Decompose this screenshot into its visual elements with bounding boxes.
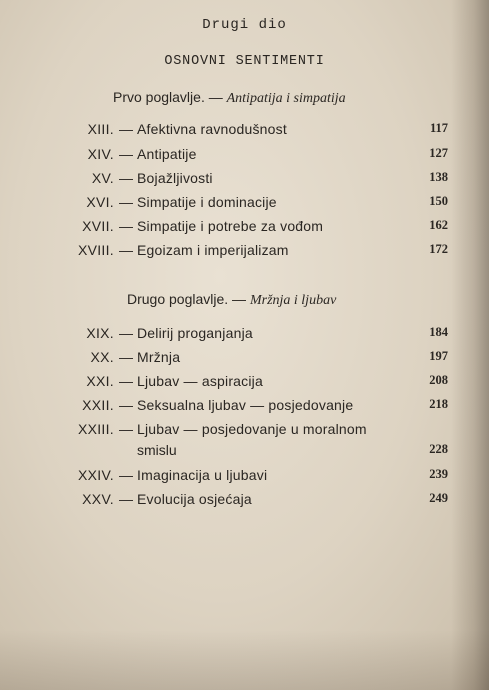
chapter-prefix: Prvo poglavlje. — [113, 89, 223, 105]
entry-number: XV. [91, 170, 114, 186]
entry-title: Egoizam i imperijalizam [137, 242, 289, 258]
entry-dash: — [119, 325, 133, 341]
chapter-prefix: Drugo poglavlje. — [127, 291, 247, 307]
entry-page: 197 [429, 349, 448, 363]
entry-page: 184 [429, 325, 448, 339]
entry-dash: — [119, 349, 133, 365]
entry-dash: — [119, 373, 133, 389]
entry-dash: — [119, 121, 133, 137]
entry-number: XIII. [87, 121, 114, 137]
entry-dash: — [119, 467, 133, 483]
toc-entry [0, 121, 489, 143]
toc-entry [0, 467, 489, 489]
entry-number: XIX. [86, 325, 114, 341]
entry-page: 150 [429, 194, 448, 208]
entry-page: 218 [429, 397, 448, 411]
toc-entry [0, 218, 489, 240]
entry-number: XXV. [82, 491, 114, 507]
entry-dash: — [119, 421, 133, 437]
entry-page: 239 [429, 467, 448, 481]
entry-dash: — [119, 218, 133, 234]
entry-page: 138 [429, 170, 448, 184]
page-bottom-shadow [0, 630, 489, 690]
entry-title: Simpatije i potrebe za vođom [137, 218, 324, 234]
toc-entry [0, 373, 489, 395]
entry-number: XVII. [82, 218, 114, 234]
entry-page: 127 [429, 146, 448, 160]
entry-title: Ljubav — posjedovanje u moralnom [137, 421, 367, 437]
toc-entry [0, 349, 489, 371]
part-title: Drugi dio [202, 17, 287, 33]
chapter-heading-2 [127, 291, 336, 309]
entry-page: 162 [429, 218, 448, 232]
entry-number: XIV. [87, 146, 114, 162]
chapter-subtitle: Mržnja i ljubav [249, 293, 337, 308]
entry-title: Delirij proganjanja [137, 325, 253, 341]
entry-title: Antipatije [137, 146, 197, 162]
entry-number: XXIV. [77, 467, 114, 483]
entry-number: XX. [90, 349, 114, 365]
toc-entry [0, 170, 489, 192]
toc-entry [0, 146, 489, 168]
entry-dash: — [119, 194, 133, 210]
entry-title: Seksualna ljubav — posjedovanje [137, 397, 354, 413]
chapter-heading-1 [113, 89, 346, 107]
toc-entry [0, 397, 489, 419]
entry-title: Bojažljivosti [137, 170, 213, 186]
toc-entry [0, 421, 489, 465]
entry-number: XXI. [86, 373, 114, 389]
entry-title: Mržnja [137, 349, 181, 365]
entry-page: 208 [429, 373, 448, 387]
chapter-subtitle: Antipatija i simpatija [226, 91, 346, 106]
entry-dash: — [119, 491, 133, 507]
entry-page: 172 [429, 242, 448, 256]
entry-number: XXII. [82, 397, 114, 413]
entry-page: 228 [429, 442, 448, 456]
entry-page: 117 [429, 121, 448, 135]
entry-title: Evolucija osjećaja [137, 491, 252, 507]
entry-number: XVIII. [77, 242, 114, 258]
entry-number: XVI. [86, 194, 114, 210]
toc-entry [0, 242, 489, 264]
section-title: OSNOVNI SENTIMENTI [164, 54, 325, 69]
entry-dash: — [119, 397, 133, 413]
entry-title-continuation: smislu [137, 442, 177, 458]
entry-title: Imaginacija u ljubavi [137, 467, 268, 483]
entry-title: Ljubav — aspiracija [137, 373, 263, 389]
entry-title: Simpatije i dominacije [137, 194, 277, 210]
toc-entry [0, 194, 489, 216]
toc-entry [0, 491, 489, 513]
entry-dash: — [119, 146, 133, 162]
entry-dash: — [119, 170, 133, 186]
entry-page: 249 [429, 491, 448, 505]
entry-dash: — [119, 242, 133, 258]
entry-title: Afektivna ravnodušnost [137, 121, 287, 137]
toc-entry [0, 325, 489, 347]
entry-number: XXIII. [77, 421, 114, 437]
